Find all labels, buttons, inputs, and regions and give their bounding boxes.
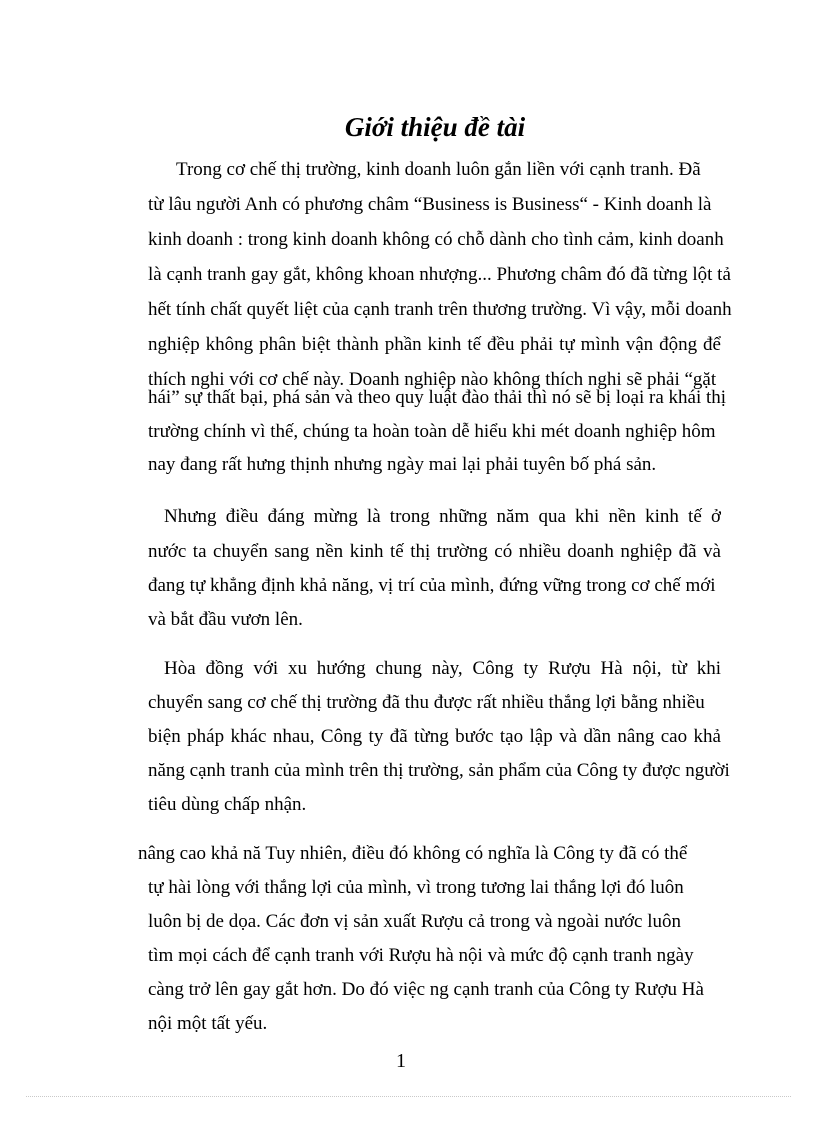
paragraph-line: từ lâu người Anh có phương châm “Business is Business“ - Kinh doanh là — [148, 194, 712, 215]
paragraph-line: tìm mọi cách để cạnh tranh với Rượu hà nội và mức độ cạnh tranh ngày — [148, 945, 694, 966]
paragraph-line: Trong cơ chế thị trường, kinh doanh luôn gắn liền với cạnh tranh. Đã — [176, 159, 701, 180]
paragraph-line: chuyển sang cơ chế thị trường đã thu được rất nhiều thắng lợi bằng nhiều — [148, 692, 705, 713]
paragraph-line: năng cạnh tranh của mình trên thị trường, sản phẩm của Công ty được người — [148, 760, 730, 781]
page-title: Giới thiệu đề tài — [344, 112, 526, 142]
paragraph-line: là cạnh tranh gay gắt, không khoan nhượng... Phương châm đó đã từng lột tả — [148, 264, 731, 285]
paragraph-line: nội một tất yếu. — [148, 1013, 268, 1034]
paragraph-line: nâng cao khả nă Tuy nhiên, điều đó không có nghĩa là Công ty đã có thể — [138, 843, 688, 864]
footer-divider — [26, 1096, 791, 1097]
paragraph-line: trường chính vì thế, chúng ta hoàn toàn dễ hiểu khi mét doanh nghiệp hôm — [148, 421, 716, 442]
paragraph-line: hết tính chất quyết liệt của cạnh tranh trên thương trường. Vì vậy, mỗi doanh — [148, 299, 732, 320]
paragraph-line: và bắt đầu vươn lên. — [148, 609, 303, 630]
paragraph-line: Hòa đồng với xu hướng chung này, Công ty Rượu Hà nội, từ khi — [164, 658, 721, 679]
paragraph-line: nghiệp không phân biệt thành phần kinh tế đều phải tự mình vận động để — [148, 334, 721, 355]
paragraph-line: biện pháp khác nhau, Công ty đã từng bước tạo lập và dần nâng cao khả — [148, 726, 721, 747]
paragraph-line: tiêu dùng chấp nhận. — [148, 794, 307, 815]
paragraph-line: luôn bị de dọa. Các đơn vị sản xuất Rượu cả trong và ngoài nước luôn — [148, 911, 682, 932]
paragraph-line: thích nghi với cơ chế này. Doanh nghiệp nào không thích nghi sẽ phải “gặt — [148, 369, 717, 390]
paragraph-line: càng trở lên gay gắt hơn. Do đó việc ng cạnh tranh của Công ty Rượu Hà — [148, 979, 704, 1000]
paragraph-line: Nhưng điều đáng mừng là trong những năm qua khi nền kinh tế ở — [164, 506, 721, 527]
paragraph-line: hái” sự thất bại, phá sản và theo quy luật đào thải thì nó sẽ bị loại ra khái thị — [148, 387, 727, 408]
paragraph-line: nay đang rất hưng thịnh nhưng ngày mai lại phải tuyên bố phá sản. — [148, 454, 657, 475]
page-number: 1 — [396, 1050, 406, 1072]
paragraph-line: tự hài lòng với thắng lợi của mình, vì trong tương lai thắng lợi đó luôn — [148, 877, 684, 898]
paragraph-line: đang tự khẳng định khả năng, vị trí của mình, đứng vững trong cơ chế mới — [148, 575, 716, 596]
paragraph-line: kinh doanh : trong kinh doanh không có chỗ dành cho tình cảm, kinh doanh — [148, 229, 724, 250]
paragraph-line: nước ta chuyển sang nền kinh tế thị trường có nhiều doanh nghiệp đã và — [148, 541, 721, 562]
